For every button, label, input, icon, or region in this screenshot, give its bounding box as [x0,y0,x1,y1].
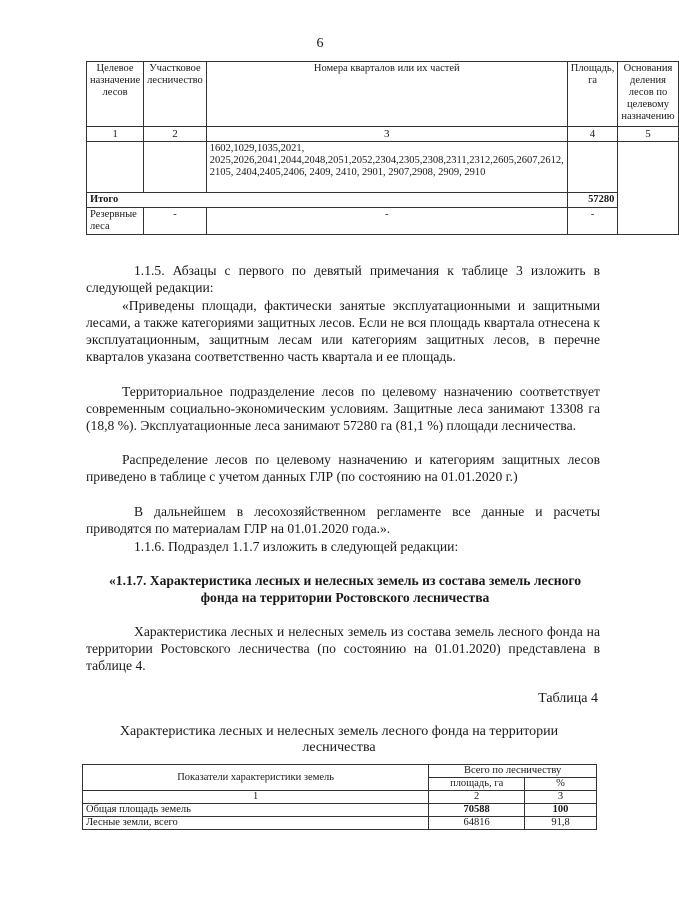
table-header-row [87,62,679,127]
basis-cell [618,142,678,235]
total-row [87,193,679,208]
header-basis: Основания деления лесов по целевому назначению [618,62,678,127]
table-4-caption: Характеристика лесных и нелесных земель лесного фонда на территории лесничества [119,724,559,755]
row-percent: 100 [525,804,597,817]
reserve-row [87,208,679,235]
paragraph-future: В дальнейшем в лесохозяйственном регламенте все данные и расчеты приводятся по материалам ГЛР на 01.01.2020 года.». [86,504,600,536]
header-purpose: Целевое назначение лесов [87,62,144,127]
column-numbers-row [87,127,679,142]
header-district: Участковое лесничество [144,62,207,127]
cell-empty [144,142,207,193]
header-area: площадь, га [429,778,525,791]
col-number: 3 [525,791,597,804]
paragraph-territorial: Территориальное подразделение лесов по целевому назначению соответствует современным социально-экономическим условиям. Защитные леса занимают 13308 га (18,8 %). Эксплуатационные леса занимают 57280 га (81,1 %) площади лесничества. [86,384,600,433]
total-value: 57280 [567,193,618,208]
column-numbers-row [83,791,597,804]
table-4 [82,764,597,830]
col-number: 1 [87,127,144,142]
table-row [87,142,679,193]
row-area: 64816 [429,817,525,830]
table-4-label: Таблица 4 [538,691,598,706]
total-label: Итого [87,193,568,208]
paragraph-distribution: Распределение лесов по целевому назначению и категориям защитных лесов приведено в таблице с учетом данных ГЛР (по состоянию на 01.01.2020 г.) [86,452,600,484]
header-quarters: Номера кварталов или их частей [206,62,567,127]
dash-cell: - [144,208,207,235]
col-number: 1 [83,791,429,804]
header-area: Площадь, га [567,62,618,127]
header-percent: % [525,778,597,791]
quarters-list: 1602,1029,1035,2021, 2025,2026,2041,2044,2048,2051,2052,2304,2305,2308,2311,2312,2605,2607,2612, 2105, 2404,2405,2406, 2409, 2410, 2901, 2907,2908, 2909, 2910 [206,142,567,193]
row-percent: 91,8 [525,817,597,830]
col-number: 4 [567,127,618,142]
row-label: Лесные земли, всего [83,817,429,830]
paragraph-1-1-5: 1.1.5. Абзацы с первого по девятый примечания к таблице 3 изложить в следующей редакции: [86,263,600,295]
paragraph-quote: «Приведены площади, фактически занятые эксплуатационными и защитными лесами, а также категориями защитных лесов. Если не вся площадь квартала отнесена к эксплуатационным, защитным лесам или категориям защитных лесов, в перечне кварталов указана соответственно часть квартала и ее площадь. [86,298,600,364]
table-header-row [83,765,597,778]
cell-empty [567,142,618,193]
section-heading: «1.1.7. Характеристика лесных и нелесных земель из состава земель лесного фонда на территории Ростовского лесничества [108,573,581,605]
col-number: 2 [429,791,525,804]
reserve-label: Резервные леса [87,208,144,235]
page-number: 6 [316,36,324,51]
header-indicators: Показатели характеристики земель [83,765,429,791]
table-row [83,804,597,817]
col-number: 5 [618,127,678,142]
paragraph-characteristic: Характеристика лесных и нелесных земель из состава земель лесного фонда на территории Ростовского лесничества (по состоянию на 01.01.2020) представлена в таблице 4. [86,624,600,673]
row-area: 70588 [429,804,525,817]
table-row [83,817,597,830]
dash-cell: - [206,208,567,235]
row-label: Общая площадь земель [83,804,429,817]
header-total: Всего по лесничеству [429,765,597,778]
col-number: 2 [144,127,207,142]
dash-cell: - [567,208,618,235]
cell-empty [87,142,144,193]
col-number: 3 [206,127,567,142]
paragraph-1-1-6: 1.1.6. Подраздел 1.1.7 изложить в следующей редакции: [134,539,459,554]
table-3-continuation [86,61,679,235]
